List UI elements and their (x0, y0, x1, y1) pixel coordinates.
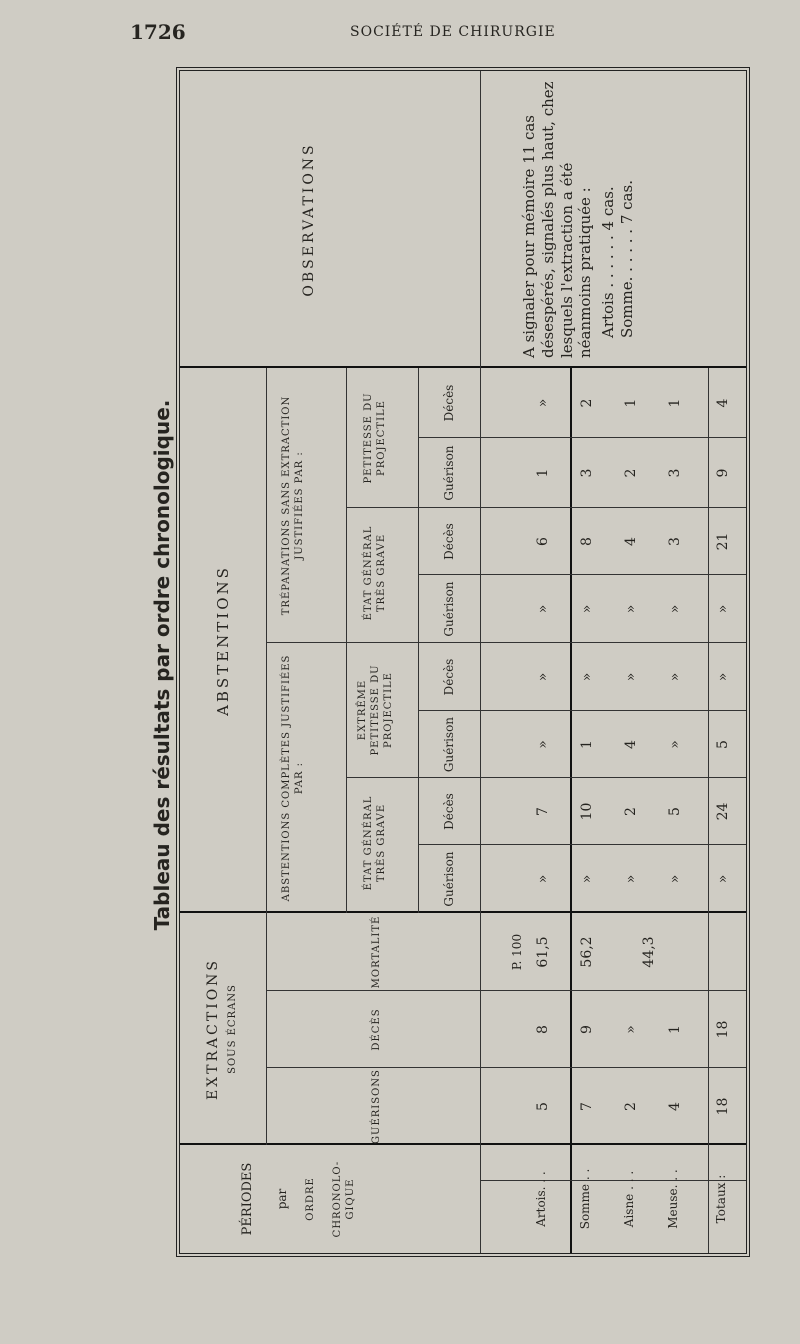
row-ext-gue: 4 (667, 1102, 683, 1111)
header-mortalite: MORTALITÉ (371, 915, 382, 989)
header-guerisons: GUÉRISONS (371, 1069, 382, 1144)
totals-t1-g: » (715, 604, 731, 614)
table-row-aisne (622, 368, 662, 1253)
row-ext-dec: 8 (535, 1025, 551, 1034)
row-a1-g: » (579, 874, 595, 884)
row-period: Artois. . . (534, 1171, 548, 1227)
row-ext-gue: 5 (535, 1102, 551, 1111)
header-petitesse: PETITESSE DU PROJECTILE (363, 392, 387, 484)
totals-a1-d: 24 (715, 802, 731, 821)
row-mort: 61,5 (535, 936, 551, 968)
periodes-label: PÉRIODES (240, 1162, 255, 1236)
row-a2-g: 1 (579, 740, 595, 749)
row-t2-d: 1 (623, 398, 639, 408)
table-caption: Tableau des résultats par ordre chronologique. (150, 399, 174, 931)
row-a2-d: » (579, 672, 595, 682)
row-t1-g: » (579, 604, 595, 614)
row-a1-d: 5 (667, 807, 683, 816)
header-guerison-3: Guérison (442, 581, 456, 637)
header-guerison-2: Guérison (442, 716, 456, 773)
row-t1-d: 6 (535, 537, 551, 546)
sous-ecrans-label: SOUS ÉCRANS (227, 984, 239, 1074)
ordre-label: ORDRE (305, 1177, 317, 1221)
header-deces-4: Décès (442, 384, 456, 422)
row-t2-d: » (535, 398, 551, 408)
totals-t1-d: 21 (715, 532, 731, 551)
row-t2-g: 1 (535, 468, 551, 478)
row-period: Meuse. . . (666, 1169, 680, 1229)
totals-ext-dec: 18 (715, 1020, 731, 1039)
observations-text: A signaler pour mémoire 11 cas désespérés, signalés plus haut, chez lesquels l'extraction a été néanmoins pratiquée : (520, 81, 595, 358)
observations-artois: Artois . . . . . . 4 cas. (599, 186, 617, 338)
page-number: 1726 (130, 20, 186, 44)
totals-t2-g: 9 (715, 468, 731, 478)
row-a2-d: » (535, 672, 551, 682)
totals-a2-d: » (715, 672, 731, 682)
header-observations: OBSERVATIONS (301, 142, 317, 297)
row-t1-g: » (667, 604, 683, 614)
row-t1-d: 3 (667, 537, 683, 546)
row-mort: 44,3 (641, 936, 657, 968)
header-deces-1: Décès (442, 793, 456, 830)
row-t2-g: 3 (667, 468, 683, 478)
header-abstentions: ABSTENTIONS (214, 565, 232, 716)
row-a1-d: 10 (579, 802, 595, 821)
row-period: Somme . . (578, 1168, 592, 1230)
totals-a1-g: » (715, 874, 731, 884)
header-extreme-petitesse: EXTRÊME PETITESSE DU PROJECTILE (357, 664, 394, 756)
row-ext-gue: 7 (579, 1102, 595, 1111)
row-a1-g: » (535, 874, 551, 884)
running-title: SOCIÉTÉ DE CHIRURGIE (350, 24, 556, 40)
row-a2-g: 4 (623, 740, 639, 749)
row-period: Aisne . . . (622, 1170, 636, 1228)
header-deces-3: Décès (442, 523, 456, 560)
row-t2-g: 3 (579, 468, 595, 478)
header-deces: DÉCÈS (371, 1008, 382, 1051)
header-abstentions-completes: ABSTENTIONS COMPLÈTES JUSTIFIÉES PAR : (281, 654, 305, 902)
header-guerison-1: Guérison (442, 851, 456, 907)
row-a1-g: » (623, 874, 639, 884)
row-a2-g: » (535, 740, 551, 749)
row-t1-g: » (623, 604, 639, 614)
table-row-somme (578, 368, 618, 1253)
totals-label: Totaux : (714, 1174, 728, 1224)
header-deces-2: Décès (442, 658, 456, 696)
par-label: par (274, 1188, 289, 1210)
row-t1-d: 8 (579, 537, 595, 546)
header-etat-general-2: ÉTAT GÉNÉRAL TRÈS GRAVE (363, 525, 387, 621)
row-t1-d: 4 (623, 537, 639, 546)
row-a2-g: » (667, 740, 683, 749)
totals-ext-gue: 18 (715, 1097, 731, 1116)
totals-a2-g: 5 (715, 740, 731, 749)
totals-t2-d: 4 (715, 398, 731, 408)
header-etat-general-1: ÉTAT GÉNÉRAL TRÈS GRAVE (363, 795, 387, 891)
results-table (176, 67, 750, 1257)
row-t2-g: 2 (623, 468, 639, 478)
row-t1-g: » (535, 604, 551, 614)
row-a1-d: 7 (535, 807, 551, 816)
row-a2-d: » (667, 672, 683, 682)
header-periodes (240, 1145, 357, 1253)
observations-cell (520, 78, 637, 358)
row-ext-dec: 1 (667, 1025, 683, 1034)
header-trepanations: TRÉPANATIONS SANS EXTRACTION JUSTIFIÉES PAR : (281, 395, 305, 616)
table-row-totaux (714, 368, 744, 1253)
row-a2-d: » (623, 672, 639, 682)
header-guerison-4: Guérison (442, 445, 456, 501)
p100-label: P. 100 (510, 933, 524, 971)
row-t2-d: 1 (667, 398, 683, 408)
observations-somme: Somme. . . . . . 7 cas. (617, 180, 636, 338)
row-mort: 56,2 (579, 936, 595, 968)
row-ext-gue: 2 (623, 1102, 639, 1111)
table-row-meuse (666, 368, 706, 1253)
row-a1-d: 2 (623, 807, 639, 816)
chronologique-label: CHRONOLO-GIQUE (332, 1160, 357, 1238)
header-extractions: EXTRACTIONS SOUS ÉCRANS (204, 913, 239, 1145)
row-t2-d: 2 (579, 398, 595, 408)
table-row-artois (534, 368, 574, 1253)
row-a1-g: » (667, 874, 683, 884)
row-ext-dec: 9 (579, 1025, 595, 1034)
rotated-table-area (150, 65, 750, 1265)
row-ext-dec: » (623, 1025, 639, 1034)
